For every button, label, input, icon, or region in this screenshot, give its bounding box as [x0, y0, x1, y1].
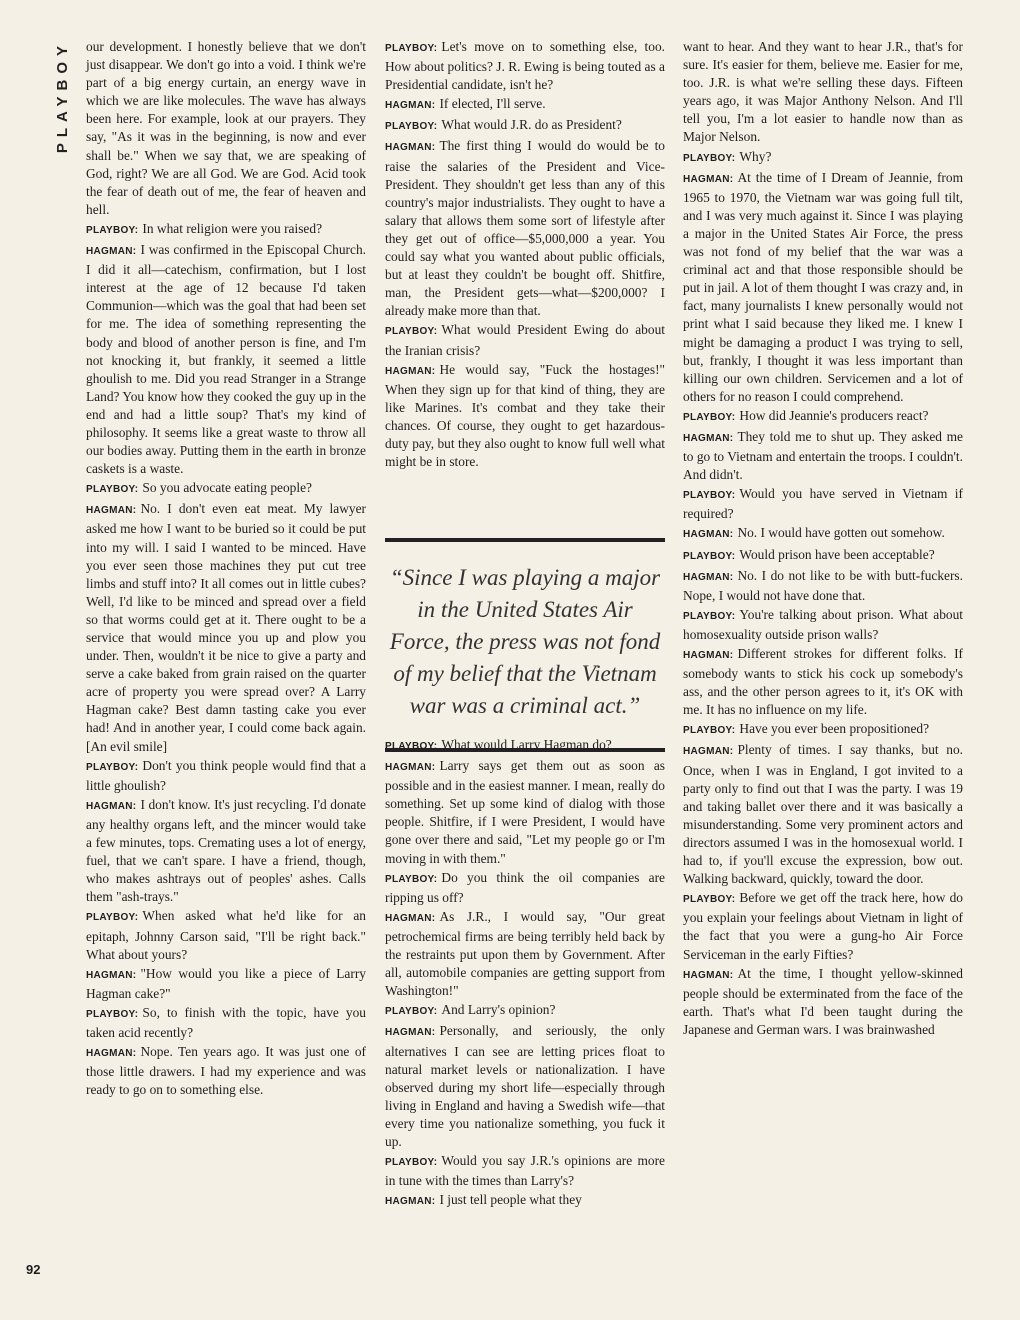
paragraph-text: They told me to shut up. They asked me to go to Vietnam and entertain the troops. I couldn't. And didn't.	[683, 428, 963, 483]
column-3	[683, 38, 963, 1040]
speaker-label: PLAYBOY:	[683, 411, 736, 423]
interview-paragraph	[86, 965, 366, 1003]
paragraph-text: If elected, I'll serve.	[439, 96, 546, 112]
paragraph-text: The first thing I would do would be to raise the salaries of the President and Vice-President. They shouldn't get less than any of this country's major industrialists. They ought to have a salary that allows them some sort of lifestyle after they get out of office—$5,000,000 a year. You could say what you wanted about public officials, but at least they couldn't be bought off. Shitfire, man, the President gets—what—$200,000? I already make more than that.	[385, 138, 665, 319]
paragraph-text: Plenty of times. I say thanks, but no. Once, when I was in England, I got invited to a party only to find out that I was the party. I was 19 and taking ballet over there and it was basically a misunderstanding. Some very prominent actors and directors assumed I was in the homosexual world. I had to, if you'll excuse the expression, bow out. Walking backward, quickly, toward the door.	[683, 742, 963, 887]
interview-paragraph	[86, 220, 366, 240]
speaker-label: PLAYBOY:	[683, 152, 736, 164]
paragraph-text: Personally, and seriously, the only alternatives I can see are letting prices float to natural market levels or nationalization. I have observed during my short life—especially through living in England and having a Swedish wife—that every time you nationalize something, you fuck it up.	[385, 1023, 665, 1149]
interview-paragraph	[683, 148, 963, 168]
speaker-label: HAGMAN:	[385, 142, 436, 154]
speaker-label: HAGMAN:	[683, 571, 734, 583]
speaker-label: PLAYBOY:	[683, 490, 736, 502]
paragraph-text: Would prison have been acceptable?	[739, 546, 935, 562]
interview-paragraph	[385, 137, 665, 320]
interview-paragraph	[683, 485, 963, 523]
paragraph-text: Would you have served in Vietnam if required?	[683, 486, 963, 522]
paragraph-text: Why?	[739, 148, 772, 164]
speaker-label: PLAYBOY:	[385, 1006, 438, 1018]
interview-paragraph	[683, 546, 963, 566]
interview-paragraph	[683, 889, 963, 963]
paragraph-text: As J.R., I would say, "Our great petrochemical firms are being terribly held back by the restraints put upon them by Government. After all, automobile companies are getting support from Washington!"	[385, 908, 665, 999]
paragraph-text: And Larry's opinion?	[441, 1002, 556, 1018]
interview-paragraph	[683, 645, 963, 719]
speaker-label: PLAYBOY:	[683, 725, 736, 737]
speaker-label: PLAYBOY:	[86, 1008, 139, 1020]
paragraph-text: Different strokes for different folks. If somebody wants to stick his cock up somebody's ass, and the other person agrees to it, it's OK with me. It has no influence on my life.	[683, 646, 963, 718]
interview-paragraph	[683, 567, 963, 605]
paragraph-text: He would say, "Fuck the hostages!" When they sign up for that kind of thing, they are like Marines. It's combat and they take their chances. Of course, they ought to get hazardous-duty pay, but they also ought to know full well what might be in store.	[385, 361, 665, 470]
speaker-label: HAGMAN:	[385, 1027, 436, 1039]
interview-paragraph	[385, 95, 665, 115]
speaker-label: HAGMAN:	[683, 969, 734, 981]
speaker-label: PLAYBOY:	[385, 326, 438, 338]
interview-paragraph	[385, 1152, 665, 1190]
interview-paragraph	[86, 757, 366, 795]
interview-paragraph	[385, 1022, 665, 1151]
interview-paragraph	[385, 38, 665, 94]
interview-paragraph	[683, 38, 963, 147]
running-head: PLAYBOY	[54, 40, 71, 154]
paragraph-text: So, to finish with the topic, have you taken acid recently?	[86, 1004, 366, 1040]
speaker-label: HAGMAN:	[86, 505, 137, 517]
interview-paragraph	[385, 116, 665, 136]
speaker-label: HAGMAN:	[385, 912, 436, 924]
speaker-label: PLAYBOY:	[86, 224, 139, 236]
interview-paragraph	[385, 908, 665, 1000]
speaker-label: PLAYBOY:	[86, 484, 139, 496]
paragraph-text: You're talking about prison. What about homosexuality outside prison walls?	[683, 606, 963, 642]
interview-paragraph	[86, 1043, 366, 1099]
speaker-label: PLAYBOY:	[385, 741, 438, 752]
interview-paragraph	[86, 796, 366, 907]
speaker-label: PLAYBOY:	[385, 1157, 438, 1169]
paragraph-text: I was confirmed in the Episcopal Church. I did it all—catechism, confirmation, but I lost interest at the age of 12 because I'd taken Communion—which was the goal that had been set for me. The idea of something representing the body and blood of another person is fine, and I'm not knocking it, but frankly, it seemed a little ghoulish to me. Did you read Stranger in a Strange Land? You know how they cooked the guy up in the end and had a little soup? That's my kind of philosophy. It seems like a great waste to throw all our bodies away. Putting them in the earth in bronze caskets is a waste.	[86, 242, 366, 477]
paragraph-text: So you advocate eating people?	[142, 480, 312, 496]
paragraph-text: No. I don't even eat meat. My lawyer asked me how I want to be buried so it could be put into my will. I said I wanted to be minced. Have you ever seen those machines they put cut tree limbs and stuff into? It all comes out in little cubes? Well, I'd like to be minced and spread over a field so that worms could get at it. There ought to be a service that would mince you up and plow you under. Then, wouldn't it be nice to give a party and serve a cake baked from grain raised on the quarter acre of property you were spread over? A Larry Hagman cake? Best damn tasting cake you ever had! And in another year, I could come back again. [An evil smile]	[86, 501, 366, 754]
interview-paragraph	[86, 38, 366, 219]
speaker-label: HAGMAN:	[86, 1048, 137, 1060]
interview-paragraph	[683, 524, 963, 544]
paragraph-text: I just tell people what they	[439, 1192, 582, 1208]
interview-paragraph	[385, 361, 665, 472]
speaker-label: PLAYBOY:	[683, 610, 736, 622]
speaker-label: PLAYBOY:	[385, 43, 438, 54]
speaker-label: HAGMAN:	[385, 1196, 436, 1208]
page-number: 92	[26, 1262, 41, 1277]
paragraph-text: What would Larry Hagman do?	[441, 737, 612, 752]
interview-paragraph	[683, 428, 963, 484]
paragraph-text: Do you think the oil companies are ripping us off?	[385, 869, 665, 905]
speaker-label: HAGMAN:	[683, 650, 734, 661]
column-2-bottom	[385, 736, 665, 1212]
interview-paragraph	[683, 407, 963, 427]
speaker-label: PLAYBOY:	[683, 550, 736, 562]
paragraph-text: Let's move on to something else, too. How about politics? J. R. Ewing is being touted as a Presidential candidate, isn't he?	[385, 39, 665, 93]
paragraph-text: Nope. Ten years ago. It was just one of those little drawers. I had my experience and was ready to go on to something else.	[86, 1044, 366, 1098]
interview-paragraph	[86, 479, 366, 499]
interview-paragraph	[86, 1004, 366, 1042]
interview-paragraph	[385, 1191, 665, 1211]
column-2-top	[385, 38, 665, 472]
interview-paragraph	[683, 169, 963, 406]
pull-quote	[385, 538, 665, 752]
interview-paragraph	[385, 869, 665, 907]
interview-paragraph	[385, 736, 665, 756]
interview-paragraph	[683, 606, 963, 644]
column-1	[86, 38, 366, 1100]
speaker-label: HAGMAN:	[683, 173, 734, 185]
paragraph-text: No. I do not like to be with butt-fuckers. Nope, I would not have done that.	[683, 567, 963, 603]
paragraph-text: How did Jeannie's producers react?	[739, 407, 929, 423]
interview-paragraph	[86, 241, 366, 478]
interview-paragraph	[683, 741, 963, 888]
speaker-label: HAGMAN:	[683, 432, 734, 444]
speaker-label: PLAYBOY:	[86, 912, 139, 924]
speaker-label: PLAYBOY:	[683, 894, 736, 906]
paragraph-text: At the time of I Dream of Jeannie, from 1965 to 1970, the Vietnam war was going full tilt, and I was very much against it. Since I was playing a major in the United States Air Force, the press was not fond of my belief that the war was a criminal act and that those responsible should be put in jail. A lot of them thought I was crazy and, in fact, many journalists I knew personally would not print what I said because they liked me. I knew I might be damaging a product I was trying to sell, but, frankly, I thought it was less important than killing our own children. Servicemen and a lot of others for no reason I could comprehend.	[683, 169, 963, 404]
speaker-label: HAGMAN:	[683, 529, 734, 541]
interview-paragraph	[86, 500, 366, 755]
paragraph-text: Have you ever been propositioned?	[739, 721, 930, 737]
speaker-label: PLAYBOY:	[385, 873, 438, 885]
speaker-label: HAGMAN:	[86, 800, 137, 812]
paragraph-text: When asked what he'd like for an epitaph, Johnny Carson said, "I'll be right back." What about yours?	[86, 908, 366, 962]
paragraph-text: What would J.R. do as President?	[441, 117, 622, 133]
pull-quote-text: “Since I was playing a major in the United States Air Force, the press was not fond of my belief that the Vietnam war was a criminal act.”	[389, 565, 661, 718]
speaker-label: HAGMAN:	[86, 246, 137, 258]
interview-paragraph	[385, 757, 665, 868]
paragraph-text: Before we get off the track here, how do you explain your feelings about Vietnam in light of the fact that you were a gung-ho Air Force Serviceman in the early Fifties?	[683, 890, 963, 962]
paragraph-text: Don't you think people would find that a little ghoulish?	[86, 757, 366, 793]
paragraph-text: No. I would have gotten out somehow.	[737, 525, 945, 541]
paragraph-text: our development. I honestly believe that we don't just disappear. We don't go into a void. I think we're part of a big energy curtain, an energy wave in which we are like molecules. The wave has always been here. For example, look at our prayers. They say, "As it was in the beginning, is now and ever shall be." When we say that, we are speaking of God, right? We are all God. We are God. Acid took the fear of death out of me, the fear of heaven and hell.	[86, 39, 366, 217]
interview-paragraph	[683, 720, 963, 740]
interview-paragraph	[683, 965, 963, 1039]
interview-paragraph	[385, 1001, 665, 1021]
paragraph-text: In what religion were you raised?	[142, 220, 323, 236]
speaker-label: HAGMAN:	[385, 762, 436, 774]
speaker-label: HAGMAN:	[683, 746, 734, 758]
paragraph-text: At the time, I thought yellow-skinned people should be exterminated from the face of the earth. That's what I'd been taught during the Japanese and German wars. I was brainwashed	[683, 965, 963, 1037]
paragraph-text: Would you say J.R.'s opinions are more in tune with the times than Larry's?	[385, 1153, 665, 1189]
speaker-label: HAGMAN:	[385, 100, 436, 112]
speaker-label: HAGMAN:	[86, 969, 137, 981]
interview-paragraph	[86, 907, 366, 963]
speaker-label: PLAYBOY:	[385, 121, 438, 133]
paragraph-text: I don't know. It's just recycling. I'd donate any healthy organs left, and the mincer would take a few minutes, tops. Cremating uses a lot of energy, fuel, that we can't spare. I have a friend, though, who makes ashtrays out of peoples' ashes. Calls them "ash-trays."	[86, 796, 366, 905]
speaker-label: PLAYBOY:	[86, 761, 139, 773]
speaker-label: HAGMAN:	[385, 365, 436, 377]
paragraph-text: Larry says get them out as soon as possible and in the easiest manner. I mean, really do something. Set up some kind of dialog with those people. Shitfire, if I were President, I would have gone over there and said, "Let my people go or I'm moving in with them."	[385, 758, 665, 866]
paragraph-text: "How would you like a piece of Larry Hagman cake?"	[86, 965, 366, 1001]
paragraph-text: What would President Ewing do about the Iranian crisis?	[385, 322, 665, 358]
interview-paragraph	[385, 321, 665, 359]
paragraph-text: want to hear. And they want to hear J.R., that's for sure. It's easier for them, believe me. Easier for me, too. J.R. is what we're selling these days. Fifteen years ago, it was Major Anthony Nelson. And I'll tell you, I'm a lot easier to handle now than as Major Nelson.	[683, 39, 963, 145]
